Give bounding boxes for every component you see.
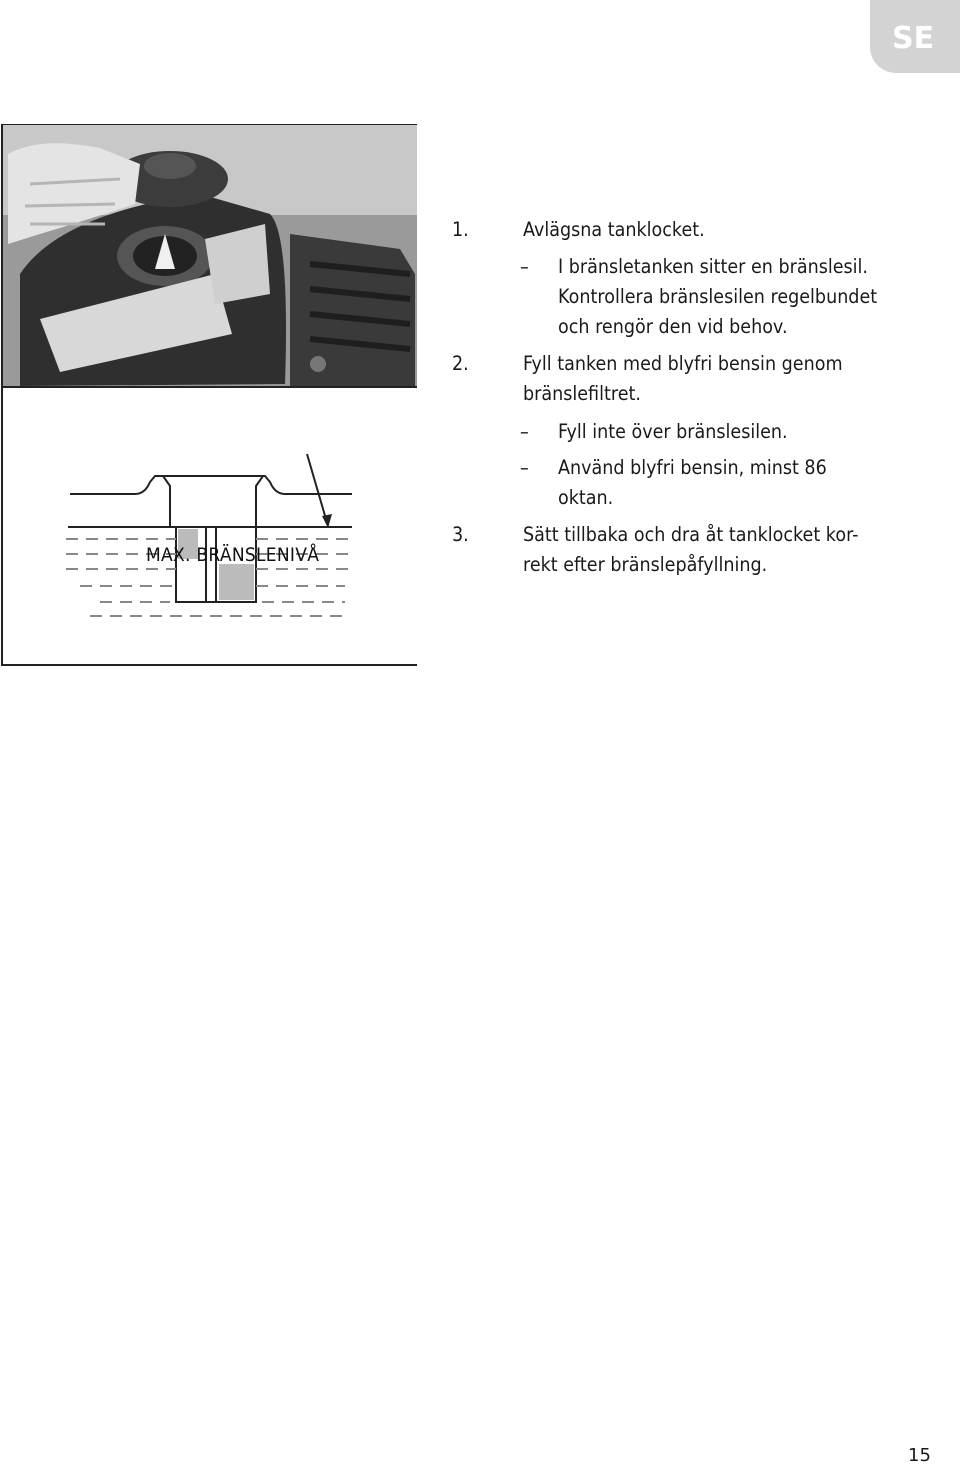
bullet-text: oktan.: [558, 486, 614, 509]
step-text: Fyll tanken med blyfri bensin genom: [523, 352, 843, 375]
bullet-text: Kontrollera bränslesilen regelbundet: [558, 285, 878, 308]
fuel-tank-cap-photo: [3, 125, 417, 386]
max-fuel-level-label: MAX. BRÄNSLENIVÅ: [146, 544, 320, 566]
bullet-text: och rengör den vid behov.: [558, 315, 788, 338]
step-number: 1.: [452, 218, 469, 241]
bullet-text: Använd blyfri bensin, minst 86: [558, 456, 827, 479]
fuel-tank-illustration: [0, 124, 417, 666]
fuel-level-diagram: [66, 454, 352, 616]
step-text: Sätt tillbaka och dra åt tanklocket kor-: [523, 523, 859, 546]
step-number: 2.: [452, 352, 469, 375]
step-number: 3.: [452, 523, 469, 546]
bullet-dash: –: [520, 255, 529, 278]
bullet-dash: –: [520, 420, 529, 443]
fuel-tank-figure: [0, 124, 417, 666]
page-number: 15: [908, 1445, 931, 1466]
language-tab: SE: [870, 0, 960, 73]
bullet-text: Fyll inte över bränslesilen.: [558, 420, 788, 443]
bullet-text: I bränsletanken sitter en bränslesil.: [558, 255, 869, 278]
step-text: Avlägsna tanklocket.: [523, 218, 705, 241]
step-text: rekt efter bränslepåfyllning.: [523, 553, 768, 576]
step-text: bränslefiltret.: [523, 382, 641, 405]
bullet-dash: –: [520, 456, 529, 479]
